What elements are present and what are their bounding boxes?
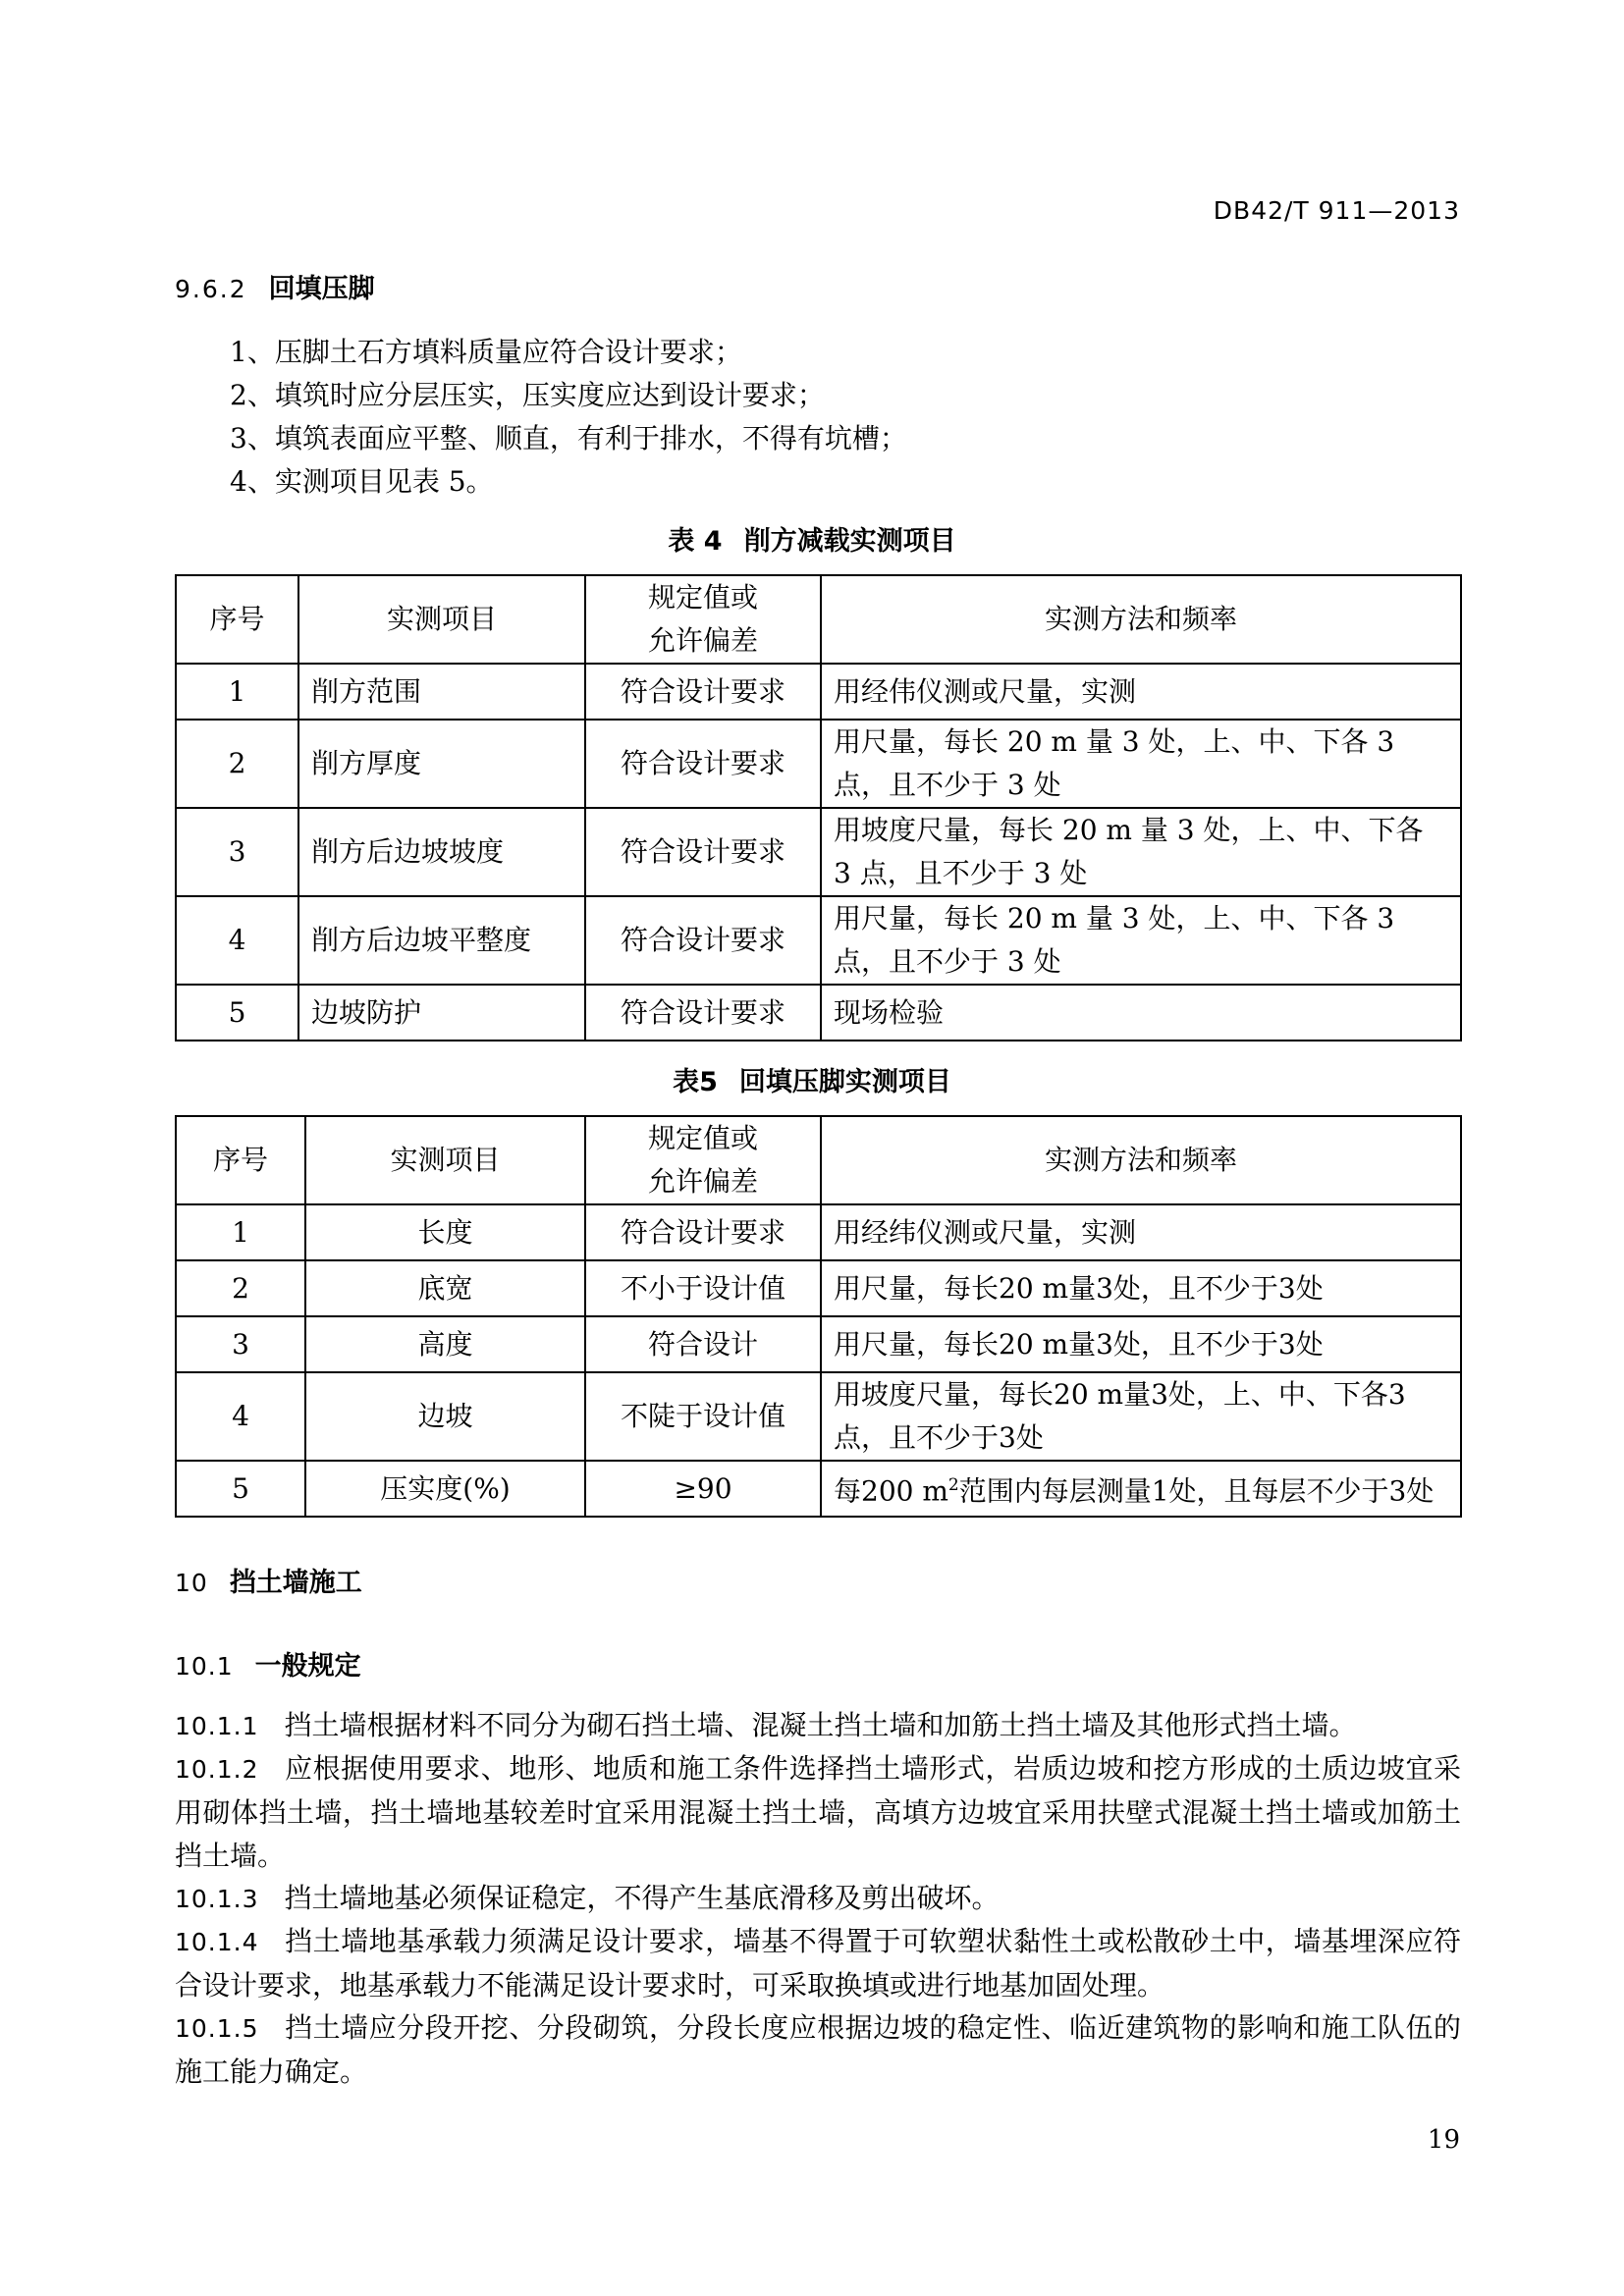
header-spec: 规定值或 允许偏差 (585, 575, 821, 664)
list-item: 1、压脚土石方填料质量应符合设计要求； (230, 336, 742, 368)
cell-spec: 符合设计要求 (585, 1204, 821, 1260)
cell-spec: 符合设计要求 (585, 896, 821, 985)
header-no: 序号 (176, 1116, 305, 1204)
table-row (176, 1260, 1461, 1316)
section-title: 一般规定 (254, 1651, 361, 1682)
table-row (176, 1372, 1461, 1461)
cell-item: 边坡 (305, 1372, 585, 1461)
cell-spec: 不陡于设计值 (585, 1372, 821, 1461)
cell-item: 压实度(%) (305, 1461, 585, 1517)
cell-spec: 符合设计要求 (585, 808, 821, 896)
section-10-1-heading (175, 1644, 361, 1682)
header-item: 实测项目 (298, 575, 585, 664)
table-row (176, 1316, 1461, 1372)
cell-method: 用坡度尺量，每长20 m量3处，上、中、下各3点，且不少于3处 (821, 1372, 1461, 1461)
clause-number: 10.1.4 (175, 1928, 259, 1956)
cell-item: 底宽 (305, 1260, 585, 1316)
table-row (176, 808, 1461, 896)
cell-no: 5 (176, 1461, 305, 1517)
clause-10-1-5 (175, 2006, 1461, 2094)
list-item: 3、填筑表面应平整、顺直，有利于排水，不得有坑槽； (230, 422, 907, 454)
table-row (176, 985, 1461, 1041)
caption-title: 削方减载实测项目 (743, 526, 956, 557)
clause-text: 挡土墙地基承载力须满足设计要求，墙基不得置于可软塑状黏性土或松散砂土中，墙基埋深应符合设计要求，地基承载力不能满足设计要求时，可采取换填或进行地基加固处理。 (175, 1925, 1461, 2002)
table-4 (175, 574, 1462, 1041)
cell-no: 1 (176, 664, 298, 720)
cell-item: 削方范围 (298, 664, 585, 720)
clause-text: 应根据使用要求、地形、地质和施工条件选择挡土墙形式，岩质边坡和挖方形成的土质边坡宜采用砌体挡土墙，挡土墙地基较差时宜采用混凝土挡土墙，高填方边坡宜采用扶壁式混凝土挡土墙或加筋土挡土墙。 (175, 1752, 1461, 1872)
cell-spec: 符合设计要求 (585, 985, 821, 1041)
chapter-title: 挡土墙施工 (229, 1568, 362, 1598)
section-9-6-2-heading (175, 267, 375, 305)
cell-no: 2 (176, 1260, 305, 1316)
header-spec: 规定值或 允许偏差 (585, 1116, 821, 1204)
table-header-row (176, 575, 1461, 664)
cell-no: 3 (176, 1316, 305, 1372)
table-header-row (176, 1116, 1461, 1204)
cell-no: 1 (176, 1204, 305, 1260)
caption-title: 回填压脚实测项目 (738, 1067, 951, 1097)
table-5-caption (0, 1060, 1624, 1098)
caption-number: 表 4 (668, 526, 723, 557)
list-item: 2、填筑时应分层压实，压实度应达到设计要求； (230, 379, 825, 411)
header-item: 实测项目 (305, 1116, 585, 1204)
cell-item: 削方厚度 (298, 720, 585, 808)
cell-item: 高度 (305, 1316, 585, 1372)
clause-number: 10.1.5 (175, 2014, 259, 2043)
cell-spec: 符合设计 (585, 1316, 821, 1372)
cell-spec: 不小于设计值 (585, 1260, 821, 1316)
table-4-caption (0, 519, 1624, 558)
cell-method: 用尺量，每长20 m量3处，且不少于3处 (821, 1260, 1461, 1316)
cell-method: 用尺量，每长 20 m 量 3 处，上、中、下各 3 点，且不少于 3 处 (821, 720, 1461, 808)
header-method: 实测方法和频率 (821, 1116, 1461, 1204)
cell-item: 削方后边坡平整度 (298, 896, 585, 985)
cell-no: 4 (176, 896, 298, 985)
document-code: DB42/T 911—2013 (1213, 196, 1460, 225)
table-5 (175, 1115, 1462, 1518)
clause-10-1-3 (175, 1877, 1461, 1921)
cell-item: 长度 (305, 1204, 585, 1260)
section-title: 回填压脚 (268, 274, 375, 304)
cell-spec: 符合设计要求 (585, 664, 821, 720)
cell-method: 用坡度尺量，每长 20 m 量 3 处，上、中、下各 3 点，且不少于 3 处 (821, 808, 1461, 896)
caption-number: 表5 (673, 1067, 718, 1097)
chapter-10-heading (175, 1561, 362, 1599)
clause-10-1-2 (175, 1747, 1461, 1878)
clause-text: 挡土墙应分段开挖、分段砌筑，分段长度应根据边坡的稳定性、临近建筑物的影响和施工队伍的施工能力确定。 (175, 2011, 1461, 2088)
header-method: 实测方法和频率 (821, 575, 1461, 664)
table-row (176, 1204, 1461, 1260)
cell-method: 每200 $m^2$范围内每层测量1处，且每层不少于3处 (821, 1461, 1461, 1517)
cell-item: 边坡防护 (298, 985, 585, 1041)
cell-no: 5 (176, 985, 298, 1041)
section-number: 9.6.2 (175, 275, 247, 303)
cell-no: 3 (176, 808, 298, 896)
clause-text: 挡土墙根据材料不同分为砌石挡土墙、混凝土挡土墙和加筋土挡土墙及其他形式挡土墙。 (284, 1709, 1357, 1741)
clause-10-1-1 (175, 1704, 1461, 1748)
section-number: 10.1 (175, 1652, 234, 1681)
header-no: 序号 (176, 575, 298, 664)
cell-spec: 符合设计要求 (585, 720, 821, 808)
page-number: 19 (1427, 2125, 1460, 2155)
cell-method: 用尺量，每长20 m量3处，且不少于3处 (821, 1316, 1461, 1372)
table-row (176, 896, 1461, 985)
list-item: 4、实测项目见表 5。 (230, 465, 494, 498)
table-row (176, 1461, 1461, 1517)
chapter-number: 10 (175, 1569, 208, 1597)
table-row (176, 720, 1461, 808)
table-row (176, 664, 1461, 720)
cell-method: 现场检验 (821, 985, 1461, 1041)
cell-spec: ≥90 (585, 1461, 821, 1517)
clause-number: 10.1.3 (175, 1885, 259, 1913)
clause-10-1-4 (175, 1920, 1461, 2007)
cell-item: 削方后边坡坡度 (298, 808, 585, 896)
cell-method: 用经纬仪测或尺量，实测 (821, 1204, 1461, 1260)
clause-text: 挡土墙地基必须保证稳定，不得产生基底滑移及剪出破坏。 (284, 1882, 1000, 1914)
cell-no: 2 (176, 720, 298, 808)
clause-number: 10.1.1 (175, 1712, 259, 1740)
cell-method: 用经伟仪测或尺量，实测 (821, 664, 1461, 720)
clause-number: 10.1.2 (175, 1755, 259, 1784)
cell-method: 用尺量，每长 20 m 量 3 处，上、中、下各 3 点，且不少于 3 处 (821, 896, 1461, 985)
cell-no: 4 (176, 1372, 305, 1461)
